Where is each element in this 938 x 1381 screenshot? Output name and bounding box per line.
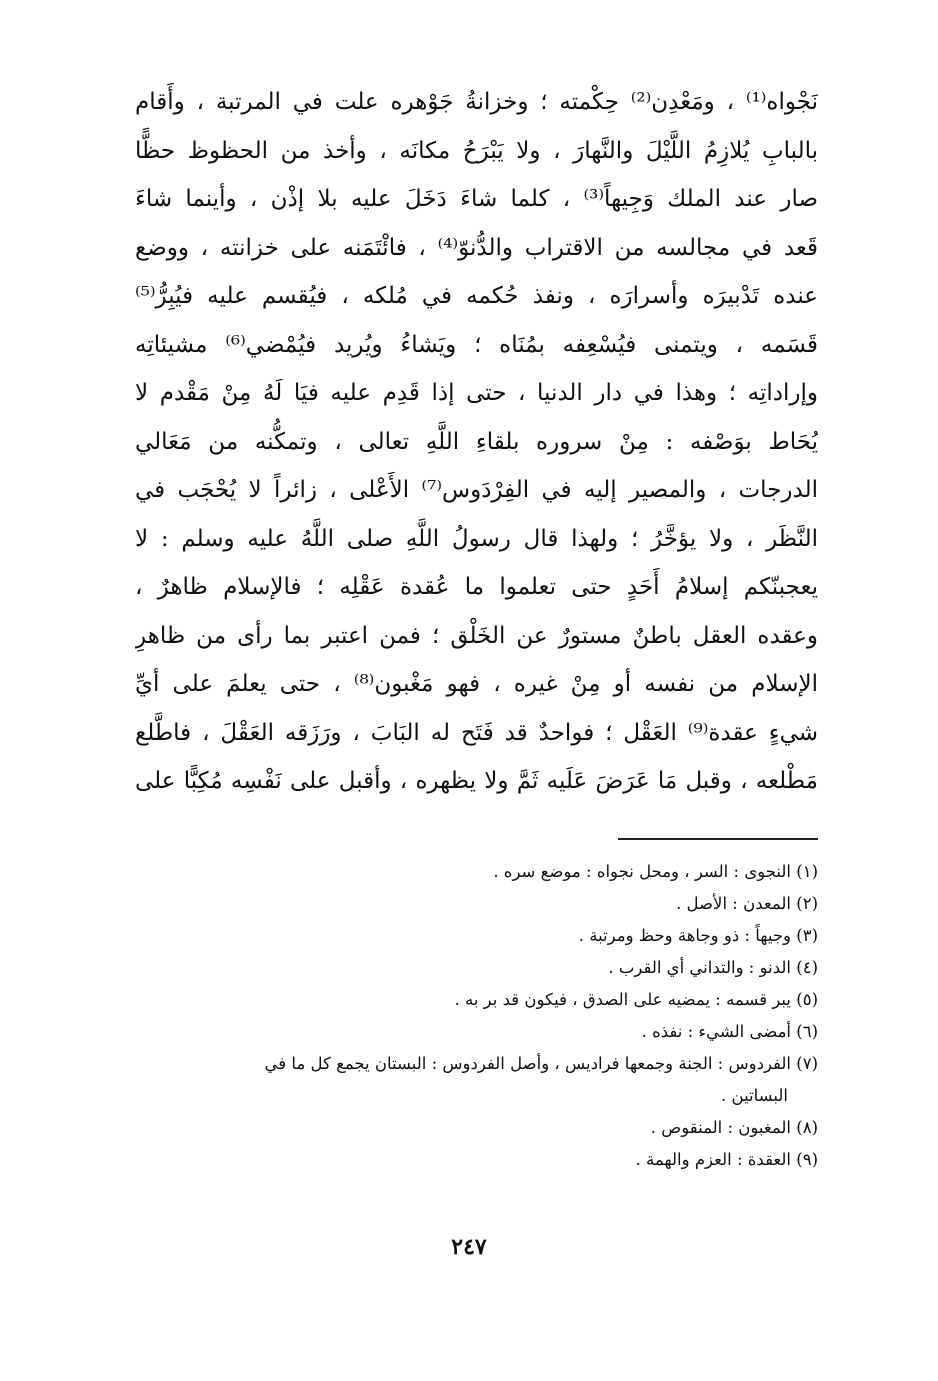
footnote-7: (٧) الفردوس : الجنة وجمعها فراديس ، وأصل الفردوس : البستان يجمع كل ما في	[264, 1054, 818, 1073]
text-line: نَجْواه⁽¹⁾ ، ومَعْدِن⁽²⁾ حِكْمته ؛ وخزانةُ جَوْهره علت في المرتبة ، وأَقام	[135, 89, 818, 115]
footnote-5: (٥) يبر قسمه : يمضيه على الصدق ، فيكون قد بر به .	[454, 990, 818, 1009]
footnote-divider	[618, 838, 818, 840]
text-line: شيءٍ عقدة⁽⁹⁾ العَقْل ؛ فواحدٌ قد فَتَح له البَابَ ، ورَزَقه العَقْلَ ، فاطَّلع	[135, 719, 818, 746]
main-text	[135, 78, 818, 838]
text-line: بالبابِ يُلازِمُ اللَّيْلَ والنَّهارَ ، ولا يَبْرَحُ مكانَه ، وأخذ من الحظوظ حظًّا	[135, 137, 818, 164]
text-line: يعجبنّكم إسلامُ أَحَدٍ حتى تعلموا ما عُقدة عَقْلِه ؛ فالإسلام ظاهرٌ ،	[135, 574, 818, 600]
text-line: يُحَاط بوَصْفه : مِنْ سروره بلقاءِ اللَّهِ تعالى ، وتمكُّنه من مَعَالي	[135, 428, 818, 455]
footnote-1: (١) النجوى : السر ، ومحل نجواه : موضع سره .	[493, 862, 818, 881]
text-line: وإراداتِه ؛ وهذا في دار الدنيا ، حتى إذا قَدِم عليه فيَا لَهُ مِنْ مَقْدم لا	[135, 380, 818, 406]
footnote-3: (٣) وجيهاً : ذو وجاهة وحظ ومرتبة .	[578, 926, 818, 945]
text-line: الإسلام من نفسه أو مِنْ غيره ، فهو مَغْبون⁽⁸⁾ ، حتى يعلمَ على أيِّ	[135, 671, 818, 697]
text-line: مَطْلعه ، وقبل مَا عَرَضَ عَلَيه ثَمَّ ولا يظهره ، وأقبل على نَفْسِه مُكِبًّا على	[135, 768, 818, 794]
footnote-6: (٦) أمضى الشيء : نفذه .	[641, 1022, 818, 1041]
text-line: الدرجات ، والمصير إليه في الفِرْدَوس⁽⁷⁾ الأَعْلى ، زائراً لا يُحْجَب في	[135, 477, 818, 503]
text-line: النَّظَر ، ولا يؤخَّرُ ؛ ولهذا قال رسولُ اللَّهِ صلى اللَّهُ عليه وسلم : لا	[135, 525, 818, 552]
text-line: قَعد في مجالسه من الاقتراب والدُّنوّ⁽⁴⁾ ، فائْتَمَنه على خزانته ، ووضع	[135, 234, 818, 261]
footnote-9: (٩) العقدة : العزم والهمة .	[635, 1150, 818, 1169]
footnote-8: (٨) المغبون : المنقوص .	[650, 1118, 818, 1137]
text-line: قَسَمه ، ويتمنى فيُسْعِفه بمُنَاه ؛ ويَشاءُ ويُريد فيُمْضي⁽⁶⁾ مشيئاتِه	[135, 331, 818, 358]
footnote-7-continuation: البساتين .	[721, 1086, 788, 1105]
page-number: ٢٤٧	[451, 1234, 487, 1260]
footnote-2: (٢) المعدن : الأصل .	[676, 894, 818, 913]
text-line: صار عند الملك وَجِيهاً⁽³⁾ ، كلما شاءَ دَخَلَ عليه بلا إذْن ، وأينما شاءَ	[135, 186, 818, 212]
footnote-4: (٤) الدنو : والتداني أي القرب .	[608, 958, 818, 977]
text-line: وعقده العقل باطنٌ مستورٌ عن الخَلْق ؛ فمن اعتبر بما رأى من ظاهرِ	[135, 622, 818, 649]
text-line: عنده تَدْبيرَه وأسرارَه ، ونفذ حُكمه في مُلكه ، فيُقسم عليه فيُبِرُّ⁽⁵⁾	[135, 283, 818, 309]
footnotes	[135, 856, 818, 1176]
